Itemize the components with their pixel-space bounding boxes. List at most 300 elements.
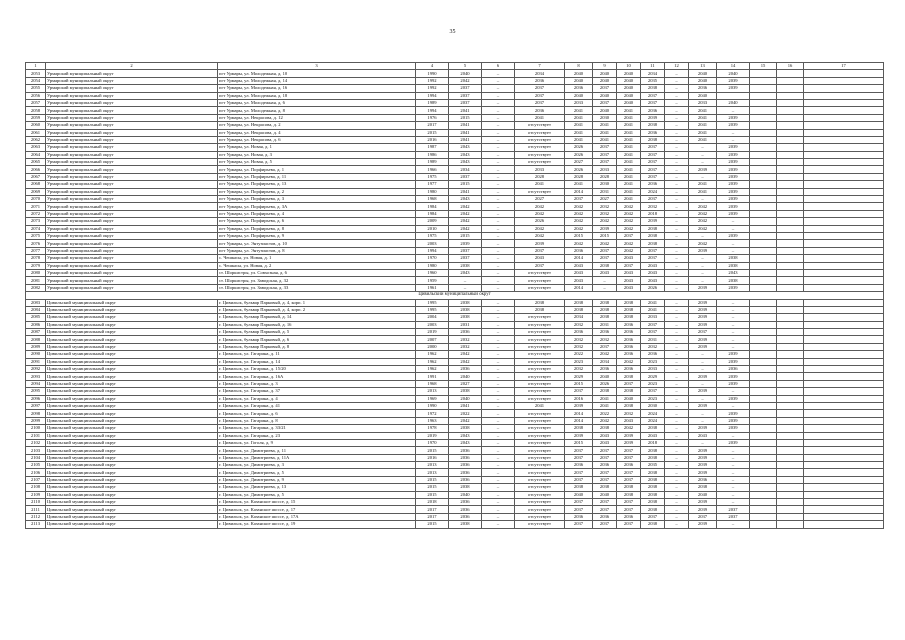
table-cell: – <box>482 491 515 498</box>
table-row <box>26 144 884 151</box>
table-cell <box>750 181 777 188</box>
table-cell: 2036 <box>515 77 565 84</box>
table-cell <box>777 499 804 506</box>
table-cell: 2038 <box>617 484 641 491</box>
table-cell: – <box>482 410 515 417</box>
table-cell: 2036 <box>593 462 617 469</box>
table-cell: отсутствует <box>515 388 565 395</box>
table-cell: отсутствует <box>515 484 565 491</box>
table-cell: – <box>482 85 515 92</box>
table-cell: Цивильский муниципальный округ <box>46 410 218 417</box>
table-cell <box>804 447 884 454</box>
table-cell: 2040 <box>689 491 717 498</box>
table-cell <box>804 462 884 469</box>
table-row <box>26 454 884 461</box>
table-cell: 2017 <box>416 513 449 520</box>
table-cell: 2042 <box>617 218 641 225</box>
table-cell: – <box>717 136 750 143</box>
table-cell: 2056 <box>26 92 46 99</box>
table-cell: 2018 <box>641 210 665 217</box>
table-cell: 2038 <box>641 454 665 461</box>
table-cell: – <box>689 144 717 151</box>
table-cell <box>750 336 777 343</box>
table-cell: Цивильский муниципальный округ <box>46 506 218 513</box>
table-cell: – <box>665 380 689 387</box>
table-cell: Урмарский муниципальный округ <box>46 159 218 166</box>
table-cell: – <box>482 240 515 247</box>
table-cell: 2015 <box>565 439 593 446</box>
table-cell: 2043 <box>617 284 641 291</box>
table-cell: – <box>482 351 515 358</box>
table-cell: 2041 <box>617 129 641 136</box>
table-cell: 2000 <box>416 343 449 350</box>
table-cell <box>777 255 804 262</box>
table-cell: 2038 <box>641 484 665 491</box>
table-cell: – <box>665 432 689 439</box>
table-cell: 2039 <box>689 299 717 306</box>
table-cell: Урмарский муниципальный округ <box>46 203 218 210</box>
table-cell <box>777 306 804 313</box>
table-cell: 1972 <box>416 410 449 417</box>
table-cell <box>804 351 884 358</box>
table-cell: г. Цивильск, ул. Гагарина, д. 8 <box>218 417 416 424</box>
table-cell: – <box>665 329 689 336</box>
table-cell: – <box>482 129 515 136</box>
table-cell: – <box>482 388 515 395</box>
table-cell: 1962 <box>416 366 449 373</box>
table-cell: 1992 <box>416 85 449 92</box>
table-cell <box>777 358 804 365</box>
table-cell: 2038 <box>449 299 482 306</box>
table-cell: – <box>665 277 689 284</box>
table-cell: г. Цивильск, ул. Казанское шоссе, д. 19 <box>218 521 416 528</box>
table-row <box>26 388 884 395</box>
table-cell <box>804 107 884 114</box>
table-cell: 2038 <box>617 314 641 321</box>
table-cell: 2017 <box>416 122 449 129</box>
table-cell: 2033 <box>641 366 665 373</box>
table-cell: 2054 <box>26 77 46 84</box>
table-cell: г. Цивильск, бульвар Парковый, д. 16 <box>218 321 416 328</box>
table-cell: – <box>689 417 717 424</box>
table-cell: 1989 <box>416 99 449 106</box>
table-cell: 2037 <box>641 255 665 262</box>
table-cell: Цивильский муниципальный округ <box>46 469 218 476</box>
table-cell: Цивильский муниципальный округ <box>46 491 218 498</box>
table-cell: 2036 <box>449 329 482 336</box>
table-cell: 2074 <box>26 225 46 232</box>
table-cell: 2037 <box>565 469 593 476</box>
table-cell <box>750 122 777 129</box>
column-number: 14 <box>717 63 750 70</box>
table-cell: Урмарский муниципальный округ <box>46 210 218 217</box>
table-cell: отсутствует <box>515 151 565 158</box>
table-cell: 2039 <box>689 321 717 328</box>
table-cell: 2039 <box>717 188 750 195</box>
table-cell: – <box>665 366 689 373</box>
table-cell: 2031 <box>449 321 482 328</box>
table-cell: – <box>717 484 750 491</box>
table-cell: г. Цивильск, ул. Гагарина, д. 33/21 <box>218 425 416 432</box>
table-cell <box>804 240 884 247</box>
register-table <box>25 62 884 529</box>
table-cell: отсутствует <box>515 447 565 454</box>
table-cell <box>804 521 884 528</box>
table-cell: 2103 <box>26 447 46 454</box>
table-cell <box>777 240 804 247</box>
table-cell: 2039 <box>689 469 717 476</box>
table-cell: 1961 <box>416 284 449 291</box>
table-cell: – <box>717 521 750 528</box>
table-cell: 2041 <box>449 107 482 114</box>
table-cell: 2042 <box>565 240 593 247</box>
table-cell: 2036 <box>449 462 482 469</box>
table-cell <box>804 85 884 92</box>
table-cell: 2014 <box>565 410 593 417</box>
table-cell <box>804 454 884 461</box>
table-cell: – <box>665 166 689 173</box>
table-row <box>26 159 884 166</box>
table-cell <box>777 469 804 476</box>
table-cell <box>750 144 777 151</box>
table-cell: г. Цивильск, ул. Гагарина, д. 41 <box>218 402 416 409</box>
table-cell: г. Цивильск, ул. Димитриева, д. 13 <box>218 484 416 491</box>
table-cell: – <box>665 284 689 291</box>
table-cell: – <box>665 181 689 188</box>
table-cell <box>777 432 804 439</box>
table-cell: – <box>665 129 689 136</box>
table-cell <box>804 159 884 166</box>
table-cell: 2038 <box>565 306 593 313</box>
table-cell: г. Цивильск, ул. Казанское шоссе, д. 17А <box>218 513 416 520</box>
table-cell: 2033 <box>515 166 565 173</box>
table-cell: 2038 <box>565 425 593 432</box>
table-cell: 2037 <box>617 506 641 513</box>
table-cell: 2043 <box>593 432 617 439</box>
table-cell: 2009 <box>416 218 449 225</box>
table-cell: 2039 <box>689 343 717 350</box>
table-cell <box>750 284 777 291</box>
section-title: Цивильский муниципальный округ <box>26 292 884 299</box>
table-cell: 2030 <box>641 402 665 409</box>
table-cell <box>804 70 884 77</box>
table-cell: 2037 <box>617 454 641 461</box>
table-cell <box>777 173 804 180</box>
table-cell: 2040 <box>689 70 717 77</box>
table-cell: 2037 <box>641 144 665 151</box>
table-cell: 2014 <box>565 255 593 262</box>
table-cell: 2034 <box>515 70 565 77</box>
table-cell: 2040 <box>565 491 593 498</box>
table-cell: 2039 <box>689 402 717 409</box>
table-cell: 2036 <box>617 329 641 336</box>
table-cell: – <box>482 469 515 476</box>
table-cell: г. Цивильск, ул. Гагарина, д. 4 <box>218 395 416 402</box>
table-cell: 2043 <box>449 439 482 446</box>
table-cell: 1994 <box>416 92 449 99</box>
table-cell: 2037 <box>617 469 641 476</box>
table-cell: 2039 <box>689 447 717 454</box>
table-cell <box>777 262 804 269</box>
table-cell: Урмарский муниципальный округ <box>46 99 218 106</box>
table-cell: Урмарский муниципальный округ <box>46 122 218 129</box>
table-cell: – <box>665 484 689 491</box>
table-cell: 2022 <box>449 410 482 417</box>
table-cell: 1991 <box>416 373 449 380</box>
table-cell: 2043 <box>565 269 593 276</box>
table-cell: г. Цивильск, ул. Димитриева, д. 9 <box>218 476 416 483</box>
table-cell: Урмарский муниципальный округ <box>46 218 218 225</box>
table-cell: отсутствует <box>515 188 565 195</box>
table-cell: 2038 <box>717 277 750 284</box>
table-cell: 2071 <box>26 203 46 210</box>
table-cell: Цивильский муниципальный округ <box>46 351 218 358</box>
table-row <box>26 329 884 336</box>
table-cell: 2039 <box>617 432 641 439</box>
table-cell: 2043 <box>449 432 482 439</box>
table-cell: отсутствует <box>515 439 565 446</box>
table-cell: отсутствует <box>515 380 565 387</box>
table-cell: – <box>717 336 750 343</box>
table-row <box>26 476 884 483</box>
table-cell: 2037 <box>641 173 665 180</box>
table-cell <box>777 159 804 166</box>
table-cell <box>777 343 804 350</box>
table-cell: – <box>665 144 689 151</box>
table-row <box>26 210 884 217</box>
table-cell: 2041 <box>449 136 482 143</box>
table-cell: – <box>665 491 689 498</box>
table-cell: 2055 <box>26 85 46 92</box>
table-cell: 2040 <box>689 77 717 84</box>
table-cell: 2042 <box>449 351 482 358</box>
table-cell <box>750 277 777 284</box>
table-cell: – <box>665 262 689 269</box>
table-cell: 2037 <box>641 159 665 166</box>
table-cell: отсутствует <box>515 366 565 373</box>
table-cell: 2037 <box>641 321 665 328</box>
table-cell: 2038 <box>641 122 665 129</box>
table-cell: 2041 <box>515 114 565 121</box>
table-cell: 2039 <box>717 173 750 180</box>
table-cell: 2026 <box>641 284 665 291</box>
table-cell <box>777 144 804 151</box>
table-cell: – <box>482 284 515 291</box>
table-cell: 2043 <box>617 269 641 276</box>
table-cell: 2039 <box>515 240 565 247</box>
table-cell: 2037 <box>641 92 665 99</box>
table-cell: 2036 <box>449 506 482 513</box>
table-cell <box>804 262 884 269</box>
table-cell: 2041 <box>515 181 565 188</box>
table-cell: 2040 <box>617 92 641 99</box>
table-cell: 2041 <box>689 181 717 188</box>
table-cell: 2040 <box>689 92 717 99</box>
table-cell: Урмарский муниципальный округ <box>46 255 218 262</box>
table-cell: Урмарский муниципальный округ <box>46 70 218 77</box>
table-cell: 2066 <box>26 166 46 173</box>
table-cell: 2043 <box>689 432 717 439</box>
table-cell <box>777 188 804 195</box>
table-cell: 2040 <box>617 99 641 106</box>
table-cell: отсутствует <box>515 491 565 498</box>
table-cell: 1970 <box>416 255 449 262</box>
table-cell: 2042 <box>617 210 641 217</box>
table-cell: 2036 <box>449 366 482 373</box>
table-cell: 2036 <box>593 329 617 336</box>
table-cell: 2060 <box>26 122 46 129</box>
table-cell: пгт Урмары, ул. Порфирьева, д. 3А <box>218 203 416 210</box>
table-cell: 1970 <box>416 439 449 446</box>
table-cell: 2041 <box>593 122 617 129</box>
table-cell: 2087 <box>26 329 46 336</box>
table-cell: – <box>482 462 515 469</box>
table-cell: – <box>689 380 717 387</box>
table-cell: – <box>717 329 750 336</box>
table-cell: – <box>717 299 750 306</box>
table-cell: 2038 <box>641 469 665 476</box>
table-cell: 2035 <box>641 77 665 84</box>
table-cell: 2013 <box>416 388 449 395</box>
table-cell: 2033 <box>565 99 593 106</box>
table-cell: 2039 <box>593 225 617 232</box>
table-cell: 2041 <box>593 129 617 136</box>
column-number: 2 <box>46 63 218 70</box>
table-cell <box>750 469 777 476</box>
table-cell: Урмарский муниципальный округ <box>46 196 218 203</box>
table-cell: 2041 <box>689 129 717 136</box>
table-cell: 2043 <box>449 151 482 158</box>
table-cell: 2040 <box>593 491 617 498</box>
table-cell: 2088 <box>26 336 46 343</box>
table-cell: отсутствует <box>515 351 565 358</box>
table-cell: 2037 <box>717 513 750 520</box>
table-cell: Цивильский муниципальный округ <box>46 321 218 328</box>
table-cell: 1990 <box>416 70 449 77</box>
table-cell <box>804 484 884 491</box>
table-cell: 2041 <box>641 306 665 313</box>
table-cell: – <box>482 247 515 254</box>
table-cell <box>750 417 777 424</box>
column-number: 9 <box>593 63 617 70</box>
table-cell: – <box>717 218 750 225</box>
table-cell <box>750 484 777 491</box>
table-cell: Урмарский муниципальный округ <box>46 232 218 239</box>
table-cell: 2015 <box>565 232 593 239</box>
table-cell: 2041 <box>593 395 617 402</box>
table-cell: отсутствует <box>515 284 565 291</box>
table-cell <box>750 410 777 417</box>
table-cell: 2112 <box>26 513 46 520</box>
table-cell: – <box>482 99 515 106</box>
table-cell <box>750 159 777 166</box>
table-cell <box>750 136 777 143</box>
table-cell: 2039 <box>689 314 717 321</box>
table-cell: г. Цивильск, ул. Казанское шоссе, д. 15 <box>218 499 416 506</box>
table-cell: с. Чешкасы, ул. Новая, д. 2 <box>218 262 416 269</box>
table-cell <box>777 136 804 143</box>
table-cell: отсутствует <box>515 336 565 343</box>
table-cell: 2040 <box>449 373 482 380</box>
table-cell: Урмарский муниципальный округ <box>46 247 218 254</box>
table-cell: 2038 <box>641 425 665 432</box>
table-cell: 2032 <box>565 336 593 343</box>
table-cell: 2036 <box>565 462 593 469</box>
table-cell <box>750 173 777 180</box>
table-cell: 2042 <box>689 240 717 247</box>
table-cell: 1980 <box>416 262 449 269</box>
table-cell <box>777 299 804 306</box>
table-cell: 2015 <box>416 129 449 136</box>
table-cell: 2024 <box>641 410 665 417</box>
table-cell <box>750 196 777 203</box>
table-cell: – <box>689 351 717 358</box>
table-cell: 2037 <box>515 92 565 99</box>
table-cell: 2038 <box>641 521 665 528</box>
table-cell: 2026 <box>565 144 593 151</box>
table-cell: 2036 <box>515 107 565 114</box>
table-cell: 2038 <box>689 484 717 491</box>
table-cell <box>750 85 777 92</box>
table-cell: 2039 <box>717 203 750 210</box>
column-number-row <box>26 63 884 70</box>
table-cell: 2037 <box>689 329 717 336</box>
table-cell: – <box>482 225 515 232</box>
table-cell: 2099 <box>26 417 46 424</box>
table-row <box>26 269 884 276</box>
table-cell: 2026 <box>593 380 617 387</box>
table-cell: Урмарский муниципальный округ <box>46 284 218 291</box>
table-cell: 2041 <box>617 122 641 129</box>
column-number: 3 <box>218 63 416 70</box>
table-cell: 1984 <box>416 203 449 210</box>
table-cell: 2076 <box>26 240 46 247</box>
table-cell: – <box>482 92 515 99</box>
table-cell: 2037 <box>593 506 617 513</box>
table-cell: – <box>689 159 717 166</box>
table-cell: 2039 <box>717 210 750 217</box>
table-cell: пгт Урмары, ул. Порфирьева, д. 8 <box>218 225 416 232</box>
table-cell: 2113 <box>26 521 46 528</box>
table-cell: – <box>689 262 717 269</box>
table-cell: – <box>717 454 750 461</box>
table-cell: пгт Урмары, ул. Энтузиастов, д. 10 <box>218 240 416 247</box>
table-cell: 2042 <box>565 210 593 217</box>
table-cell <box>777 232 804 239</box>
table-cell: пгт Урмары, ул. Порфирьева, д. 2 <box>218 188 416 195</box>
table-cell: – <box>717 247 750 254</box>
table-cell: 2037 <box>593 247 617 254</box>
table-row <box>26 225 884 232</box>
table-cell: 1969 <box>416 395 449 402</box>
table-row <box>26 395 884 402</box>
table-cell <box>750 225 777 232</box>
table-cell <box>777 247 804 254</box>
table-cell: – <box>449 284 482 291</box>
table-cell: пгт Урмары, ул. Новая, д. 1 <box>218 144 416 151</box>
table-cell: Цивильский муниципальный округ <box>46 454 218 461</box>
table-cell: 2041 <box>449 402 482 409</box>
table-cell: – <box>665 358 689 365</box>
table-cell <box>804 358 884 365</box>
table-cell: 2040 <box>565 77 593 84</box>
table-cell: 2038 <box>717 255 750 262</box>
table-cell: 2036 <box>565 85 593 92</box>
table-cell: – <box>482 321 515 328</box>
table-cell: 2039 <box>717 284 750 291</box>
table-cell: – <box>665 513 689 520</box>
table-cell: – <box>717 314 750 321</box>
